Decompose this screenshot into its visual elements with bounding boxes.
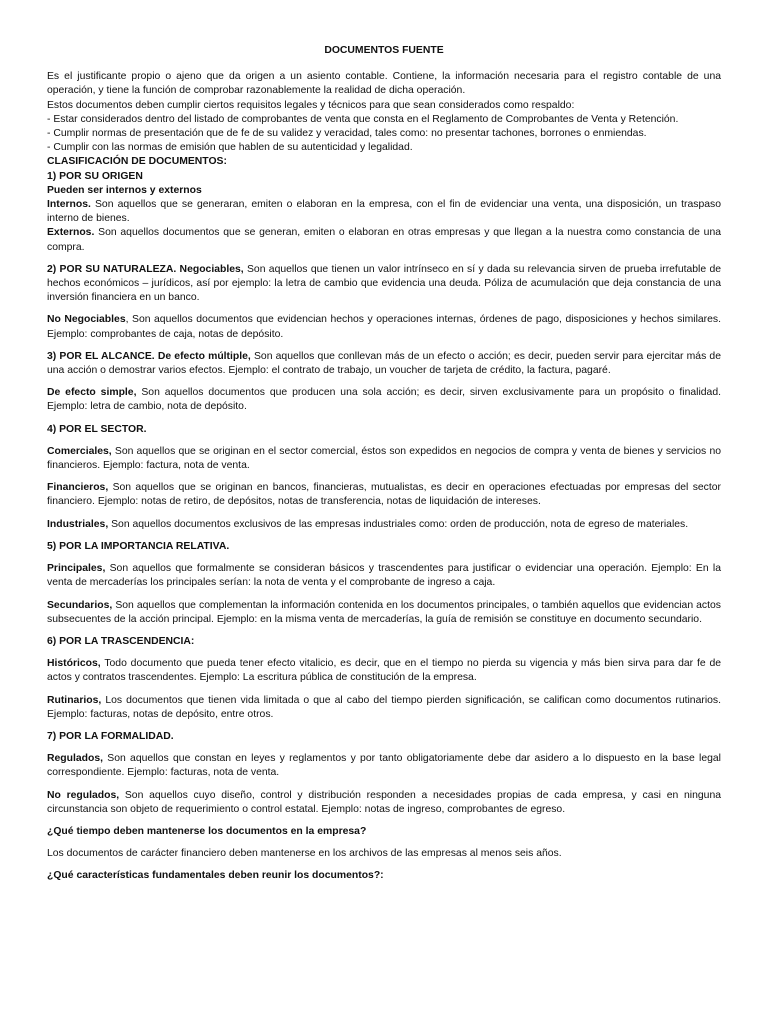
section-heading-importancia: 5) POR LA IMPORTANCIA RELATIVA. bbox=[47, 540, 230, 552]
paragraph-negociables: 2) POR SU NATURALEZA. Negociables, Son aquellos que tienen un valor intrínseco en sí y dada su relevancia sirven de prueba irrefutable de hechos económicos – jurídicos, así por ejemplo: la letra de cambio que evidencia una deuda. Póliza de acumulación que deja constancia de una inversión financiera en un banco. bbox=[47, 263, 722, 304]
term-secundarios: Secundarios, bbox=[47, 599, 113, 611]
question-tiempo: ¿Qué tiempo deben mantenerse los documentos en la empresa? bbox=[47, 825, 367, 837]
paragraph-historicos: Históricos, Todo documento que pueda tener efecto vitalicio, es decir, que en el tiempo no pierda su vigencia y más bien sirva para dar fe de actos y contratos trascendentes. Ejemplo: La escritura pública de constitución de la empresa. bbox=[47, 658, 721, 684]
paragraph-internos: Internos. Son aquellos que se generaran, emiten o elaboran en la empresa, con el fin de evidenciar una venta, una disposición, un traspaso interno de bienes. bbox=[47, 199, 721, 225]
section-heading-formalidad: 7) POR LA FORMALIDAD. bbox=[47, 730, 174, 742]
paragraph-secundarios: Secundarios, Son aquellos que complementan la información contenida en los documentos principales, o también aquellos que evidencian actos subsecuentes de la acción principal. Ejemplo: en la misma venta de mercaderías, la guía de remisión se constituye en documento secundario. bbox=[47, 599, 721, 625]
section-heading-naturaleza: 2) POR SU NATURALEZA. Negociables, bbox=[47, 263, 244, 275]
intro-paragraph: Es el justificante propio o ajeno que da origen a un asiento contable. Contiene, la información necesaria para el registro contable de una operación, y tiene la función de comprobar razonablemente la realidad de dicha operación. bbox=[47, 71, 721, 97]
requirement-item: - Estar considerados dentro del listado de comprobantes de venta que consta en el Reglamento de Comprobantes de Venta y Retención. bbox=[47, 113, 679, 125]
term-no-regulados: No regulados, bbox=[47, 789, 120, 801]
section-heading-clasificacion: CLASIFICACIÓN DE DOCUMENTOS: bbox=[47, 156, 227, 168]
paragraph-no-regulados: No regulados, Son aquellos cuyo diseño, control y distribución responden a necesidades propias de cada empresa, y casi en ninguna circunstancia son objeto de requerimiento o control estatal. Ejemplo: notas de ingreso, comprobantes de egreso. bbox=[47, 789, 721, 815]
term-comerciales: Comerciales, bbox=[47, 445, 112, 457]
term-internos: Internos. bbox=[47, 199, 91, 211]
term-financieros: Financieros, bbox=[47, 482, 109, 494]
term-rutinarios: Rutinarios, bbox=[47, 694, 102, 706]
intro-requirements: Estos documentos deben cumplir ciertos requisitos legales y técnicos para que sean considerados como respaldo: bbox=[47, 99, 575, 111]
requirement-item: - Cumplir normas de presentación que de fe de su validez y veracidad, tales como: no presentar tachones, borrones o enmiendas. bbox=[47, 128, 647, 140]
paragraph-no-negociables: No Negociables, Son aquellos documentos que evidencian hechos y operaciones internas, órdenes de pago, disposiciones y hechos similares. Ejemplo: comprobantes de caja, notas de depósito. bbox=[47, 314, 721, 340]
paragraph-industriales: Industriales, Son aquellos documentos exclusivos de las empresas industriales como: orden de producción, nota de egreso de materiales. bbox=[47, 518, 689, 530]
paragraph-regulados: Regulados, Son aquellos que constan en leyes y reglamentos y por tanto obligatoriamente debe dar asidero a lo dispuesto en la base legal correspondiente. Ejemplo: facturas, nota de venta. bbox=[47, 753, 721, 779]
paragraph-comerciales: Comerciales, Son aquellos que se originan en el sector comercial, éstos son expedidos en negocios de compra y venta de bienes y servicios no financieros. Ejemplo: factura, nota de venta. bbox=[47, 445, 721, 472]
paragraph-principales: Principales, Son aquellos que formalmente se consideran básicos y trascendentes para justificar o evidenciar una operación. Ejemplo: En la venta de mercaderías los principales serían: la nota de venta y el comprobante de ingreso a caja. bbox=[47, 563, 721, 589]
term-historicos: Históricos, bbox=[47, 658, 101, 670]
term-regulados: Regulados, bbox=[47, 753, 104, 765]
term-principales: Principales, bbox=[47, 563, 106, 575]
document-page bbox=[47, 44, 721, 884]
term-no-negociables: No Negociables bbox=[47, 314, 126, 326]
subheading-origen: Pueden ser internos y externos bbox=[47, 184, 202, 196]
answer-tiempo: Los documentos de carácter financiero deben mantenerse en los archivos de las empresas al menos seis años. bbox=[47, 848, 562, 860]
term-externos: Externos. bbox=[47, 227, 95, 239]
paragraph-rutinarios: Rutinarios, Los documentos que tienen vida limitada o que al cabo del tiempo pierden significación, se califican como documentos rutinarios. Ejemplo: facturas, notas de depósito, entre otros. bbox=[47, 694, 721, 720]
term-efecto-simple: De efecto simple, bbox=[47, 387, 137, 399]
paragraph-efecto-simple: De efecto simple, Son aquellos documentos que producen una sola acción; es decir, sirven exclusivamente para un propósito o finalidad. Ejemplo: letra de cambio, nota de depósito. bbox=[47, 387, 721, 413]
requirement-item: - Cumplir con las normas de emisión que hablen de su autenticidad y legalidad. bbox=[47, 142, 413, 154]
section-heading-sector: 4) POR EL SECTOR. bbox=[47, 423, 147, 435]
paragraph-efecto-multiple: 3) POR EL ALCANCE. De efecto múltiple, Son aquellos que conllevan más de un efecto o acción; es decir, pueden servir para ejercitar más de una acción o demostrar varios efectos. Ejemplo: el contrato de trabajo, un voucher de tarjeta de crédito, la factura, pagaré. bbox=[47, 350, 721, 377]
paragraph-financieros: Financieros, Son aquellos que se originan en bancos, financieras, mutualistas, es decir en operaciones efectuadas por empresas del sector financiero. Ejemplo: notas de retiro, de depósitos, notas de transferencia, notas de liquidación de intereses. bbox=[47, 482, 721, 508]
section-heading-origen: 1) POR SU ORIGEN bbox=[47, 170, 143, 182]
paragraph-externos: Externos. Son aquellos documentos que se generan, emiten o elaboran en otras empresas y que llegan a la nuestra como constancia de una compra. bbox=[47, 227, 721, 253]
question-caracteristicas: ¿Qué características fundamentales deben reunir los documentos?: bbox=[47, 870, 384, 882]
section-heading-trascendencia: 6) POR LA TRASCENDENCIA: bbox=[47, 635, 195, 647]
term-industriales: Industriales, bbox=[47, 518, 109, 530]
section-heading-alcance: 3) POR EL ALCANCE. De efecto múltiple, bbox=[47, 350, 251, 362]
page-title: DOCUMENTOS FUENTE bbox=[324, 45, 444, 56]
